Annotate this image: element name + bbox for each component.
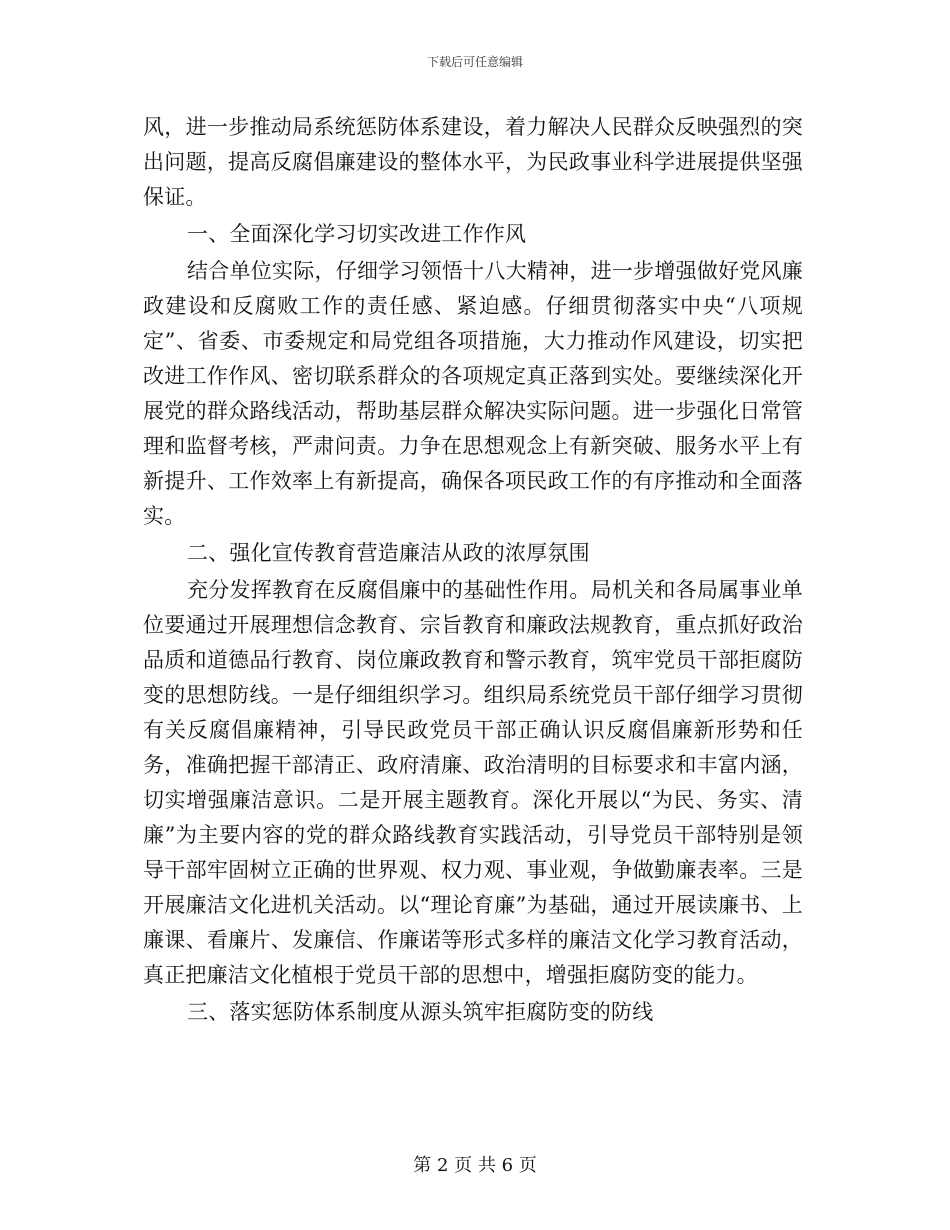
paragraph-section-2: 充分发挥教育在反腐倡廉中的基础性作用。局机关和各局属事业单位要通过开展理想信念教育、宗旨教育和廉政法规教育，重点抓好政治品质和道德品行教育、岗位廉政教育和警示教育，筑牢党员干部拒腐防变的思想防线。一是仔细组织学习。组织局系统党员干部仔细学习贯彻有关反腐倡廉精神，引导民政党员干部正确认识反腐倡廉新形势和任务，准确把握干部清正、政府清廉、政治清明的目标要求和丰富内涵，切实增强廉洁意识。二是开展主题教育。深化开展以“为民、务实、清廉”为主要内容的党的群众路线教育实践活动，引导党员干部特别是领导干部牢固树立正确的世界观、权力观、事业观，争做勤廉表率。三是开展廉洁文化进机关活动。以“理论育廉”为基础，通过开展读廉书、上廉课、看廉片、发廉信、作廉诺等形式多样的廉洁文化学习教育活动，真正把廉洁文化植根于党员干部的思想中，增强拒腐防变的能力。 bbox=[143, 578, 803, 987]
section-heading-1: 一、全面深化学习切实改进工作作风 bbox=[187, 222, 527, 246]
section-heading-3: 三、落实惩防体系制度从源头筑牢拒腐防变的防线 bbox=[187, 1000, 654, 1024]
page-number: 第 2 页 共 6 页 bbox=[413, 1155, 537, 1176]
paragraph-section-1: 结合单位实际，仔细学习领悟十八大精神，进一步增强做好党风廉政建设和反腐败工作的责任感、紧迫感。仔细贯彻落实中央“八项规定”、省委、市委规定和局党组各项措施，大力推动作风建设，切实把改进工作作风、密切联系群众的各项规定真正落到实处。要继续深化开展党的群众路线活动，帮助基层群众解决实际问题。进一步强化日常管理和监督考核，严肃问责。力争在思想观念上有新突破、服务水平上有新提升、工作效率上有新提高，确保各项民政工作的有序推动和全面落实。 bbox=[143, 259, 803, 528]
document-body bbox=[143, 110, 803, 1032]
page-header: 下载后可任意编辑 bbox=[426, 55, 523, 69]
paragraph-continuation: 风，进一步推动局系统惩防体系建设，着力解决人民群众反映强烈的突出问题，提高反腐倡廉建设的整体水平，为民政事业科学进展提供坚强保证。 bbox=[143, 115, 803, 209]
section-heading-2: 二、强化宣传教育营造廉洁从政的浓厚氛围 bbox=[187, 541, 590, 565]
